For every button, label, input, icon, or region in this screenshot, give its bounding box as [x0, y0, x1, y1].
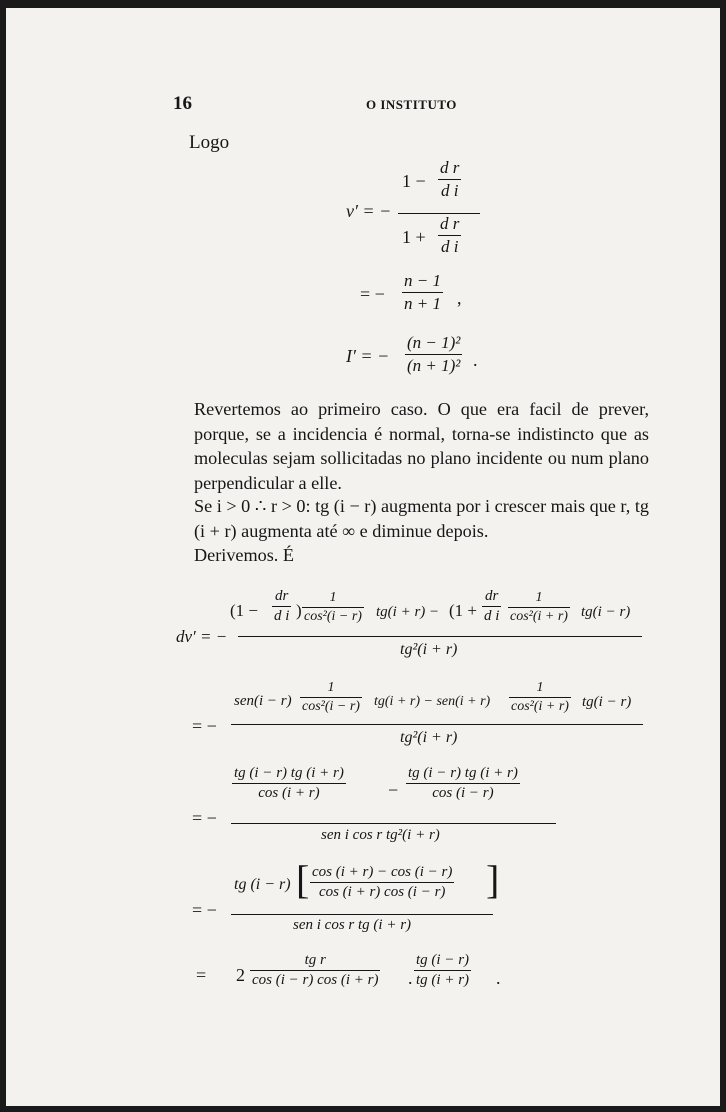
intro-word: Logo [189, 132, 230, 153]
eq1-den-left: 1 + [402, 227, 426, 247]
eq7-bracket-close: ] [486, 857, 500, 902]
eq5-tg-minus: tg(i − r) [582, 694, 632, 710]
eq5-denominator: tg²(i + r) [400, 729, 458, 746]
eq1-num-frac-num: d r [440, 158, 460, 177]
eq6-denominator: sen i cos r tg²(i + r) [321, 827, 440, 843]
eq5-frac-a [300, 680, 362, 715]
eq4-lhs: dv′ = − [176, 627, 228, 646]
eq4-dr-di2-num: dr [485, 588, 499, 604]
eq4-dr-di2 [482, 588, 501, 625]
eq4-cos-minus-den: cos²(i − r) [304, 609, 362, 624]
eq8-frac-b-num: tg (i − r) [416, 952, 470, 968]
eq5-frac-b-den: cos²(i + r) [511, 699, 569, 714]
eq4-dr-di2-den: d i [484, 608, 500, 624]
eq7-bracket-frac [310, 864, 454, 901]
running-title: O INSTITUTO [366, 97, 457, 112]
eq4-dr-di-den: d i [274, 608, 290, 624]
eq1-num-left: 1 − [402, 171, 426, 191]
eq8-frac-b-den: tg (i + r) [416, 972, 470, 988]
paragraph-se-i: Se i > 0 ∴ r > 0: tg (i − r) augmenta por i crescer mais que r, tg (i + r) augmenta até ∞ e diminue depois. [194, 496, 649, 541]
eq3-frac [405, 333, 462, 376]
eq7-bracket-den: cos (i + r) cos (i − r) [318, 884, 446, 900]
eq4-cos-minus-num: 1 [329, 590, 337, 605]
eq1-den-frac-num: d r [440, 214, 460, 233]
eq6-frac-a-den: cos (i + r) [258, 785, 320, 801]
eq8-frac-a-num: tg r [304, 952, 326, 968]
eq5-sen-minus: sen(i − r) [234, 693, 292, 709]
eq4-frac-cos-plus [508, 590, 570, 625]
eq5-frac-a-num: 1 [327, 680, 335, 695]
eq4-tg-minus: tg(i − r) [581, 604, 631, 620]
eq1-num-frac [438, 158, 461, 201]
eq3-num: (n − 1)² [407, 333, 461, 352]
eq6-frac-a-num: tg (i − r) tg (i + r) [234, 765, 344, 781]
eq4-close1: ) [296, 601, 302, 620]
eq6-main-bar [231, 823, 556, 824]
eq2-prefix: = − [360, 284, 385, 304]
eq4-frac-cos-minus [302, 590, 364, 625]
eq7-prefix: = − [192, 900, 217, 920]
eq4-main-bar [238, 636, 642, 637]
eq6-frac-b-num: tg (i − r) tg (i + r) [408, 765, 518, 781]
eq7-denominator: sen i cos r tg (i + r) [293, 917, 412, 933]
eq2-num: n − 1 [404, 271, 441, 290]
eq2-suffix: , [457, 288, 462, 308]
eq7-main-bar [231, 914, 493, 915]
eq7-bracket-num: cos (i + r) − cos (i − r) [312, 864, 453, 880]
eq5-frac-b [509, 680, 571, 715]
book-page [6, 8, 720, 1106]
eq5-frac-a-den: cos²(i − r) [302, 699, 360, 714]
eq4-dr-di-num: dr [275, 588, 289, 604]
eq3-suffix: . [473, 350, 478, 370]
eq4-cos-plus-den: cos²(i + r) [510, 609, 568, 624]
eq4-paren1-open: (1 − [230, 601, 258, 620]
eq7-bracket-open: [ [296, 857, 310, 902]
eq1-num-frac-den: d i [440, 181, 459, 200]
eq8-frac-a [250, 952, 380, 989]
eq8-suffix: . [496, 968, 501, 988]
paragraph-derivemos: Derivemos. É [194, 545, 295, 565]
eq5-prefix: = − [192, 716, 217, 736]
eq2-frac [402, 271, 443, 314]
eq5-main-bar [231, 724, 643, 725]
eq7-lead: tg (i − r) [234, 876, 291, 893]
eq3-lhs: I′ = − [346, 346, 390, 366]
eq4-dr-di [272, 588, 291, 625]
eq4-tg-plus: tg(i + r) − [376, 604, 440, 620]
eq8-dot: . [408, 968, 413, 988]
eq3-den: (n + 1)² [407, 356, 461, 375]
eq8-frac-b [414, 952, 471, 989]
eq5-middle: tg(i + r) − sen(i + r) [374, 694, 491, 709]
eq1-den-frac-den: d i [440, 237, 459, 256]
eq1-den-frac [438, 214, 461, 257]
eq4-cos-plus-num: 1 [535, 590, 543, 605]
paragraph-revertemos: Revertemos ao primeiro caso. O que era facil de prever, porque, se a incidencia é normal, torna-se indistincto que as moleculas sejam sollicitadas no plano incidente ou num plano perpendicular a elle. [194, 399, 649, 493]
eq8-coef: 2 [236, 965, 245, 985]
eq5-frac-b-num: 1 [536, 680, 544, 695]
eq6-frac-a [232, 765, 346, 802]
page-number: 16 [173, 93, 192, 114]
eq6-frac-b-den: cos (i − r) [432, 785, 494, 801]
eq8-prefix: = [196, 965, 207, 985]
eq4-paren2-open: (1 + [449, 601, 477, 620]
eq6-minus: − [388, 780, 399, 800]
eq8-frac-a-den: cos (i − r) cos (i + r) [252, 972, 379, 988]
eq4-denominator: tg²(i + r) [400, 641, 458, 658]
eq6-prefix: = − [192, 808, 217, 828]
eq1-lhs: v′ = − [346, 201, 392, 221]
eq6-frac-b [406, 765, 520, 802]
eq2-den: n + 1 [404, 294, 441, 313]
